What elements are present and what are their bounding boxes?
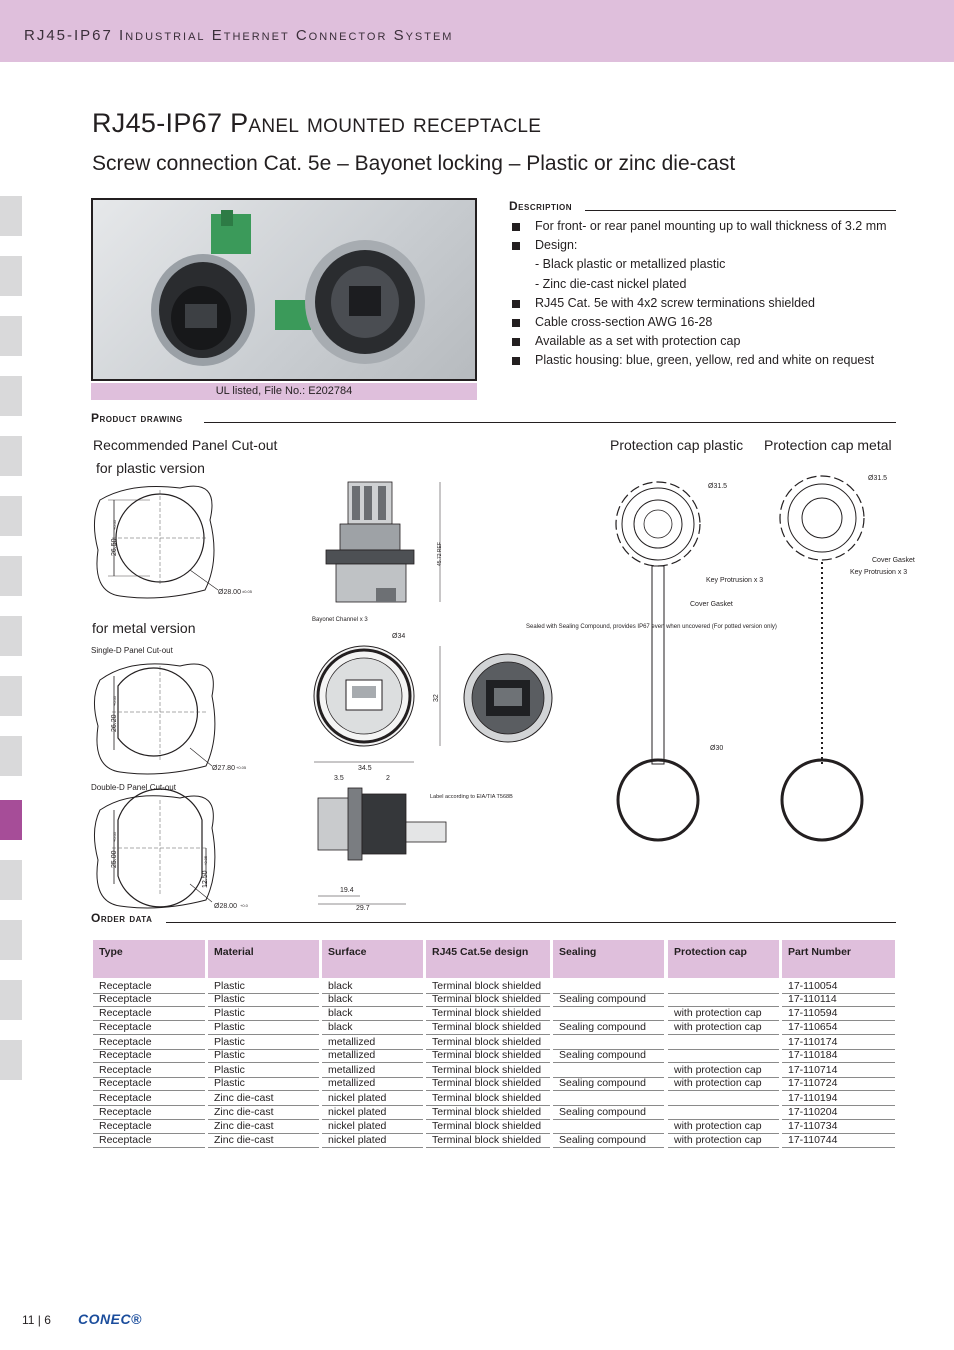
- table-cell: Zinc die-cast: [208, 1134, 319, 1148]
- table-cell: [553, 1036, 664, 1050]
- dim-d3-diameter-tol: +0.0: [240, 903, 248, 908]
- dim-d3-tol: +0.05: [112, 831, 117, 842]
- dim-d2-diameter: Ø27.80: [212, 765, 235, 772]
- column-header-part-number: Part Number: [782, 940, 895, 978]
- table-cell: black: [322, 980, 423, 994]
- dim-h32: 32: [433, 694, 440, 702]
- table-cell: [668, 1036, 779, 1050]
- table-cell: [553, 1120, 664, 1134]
- panel-cutout-drawings: [90, 480, 320, 920]
- table-cell: metallized: [322, 1036, 423, 1050]
- chapter-tab[interactable]: [0, 676, 22, 716]
- page-subtitle: Screw connection Cat. 5e – Bayonet locking – Plastic or zinc die-cast: [92, 152, 736, 175]
- column-header-surface: Surface: [322, 940, 423, 978]
- table-cell: Sealing compound: [553, 1106, 664, 1120]
- dim-d3-width: 12.50: [202, 870, 209, 888]
- description-list: [511, 217, 911, 371]
- table-cell: [553, 1092, 664, 1106]
- table-cell: with protection cap: [668, 1064, 779, 1078]
- table-cell: black: [322, 1007, 423, 1021]
- cover-gasket-label: Cover Gasket: [690, 601, 733, 608]
- description-item: RJ45 Cat. 5e with 4x2 screw terminations shielded: [511, 294, 911, 313]
- connector-sealed-view: [464, 654, 552, 742]
- table-cell: 17-110744: [782, 1134, 895, 1148]
- table-cell: [668, 993, 779, 1007]
- table-cell: 17-110054: [782, 980, 895, 994]
- column-header-protection-cap: Protection cap: [668, 940, 779, 978]
- table-cell: Plastic: [208, 1064, 319, 1078]
- table-cell: Terminal block shielded: [426, 1092, 550, 1106]
- table-cell: Sealing compound: [553, 1049, 664, 1063]
- table-cell: Receptacle: [93, 1049, 205, 1063]
- chapter-tab[interactable]: [0, 860, 22, 900]
- dim-dia34: Ø34: [392, 633, 406, 640]
- table-cell: metallized: [322, 1049, 423, 1063]
- table-cell: 17-110594: [782, 1007, 895, 1021]
- description-item: Design:: [511, 236, 911, 255]
- table-cell: Receptacle: [93, 1106, 205, 1120]
- description-item: Cable cross-section AWG 16-28: [511, 313, 911, 332]
- table-cell: Plastic: [208, 1036, 319, 1050]
- chapter-tab[interactable]: [0, 436, 22, 476]
- table-cell: 17-110714: [782, 1064, 895, 1078]
- product-drawing-rule: [204, 422, 896, 423]
- table-cell: Receptacle: [93, 1134, 205, 1148]
- table-cell: [553, 980, 664, 994]
- table-cell: Terminal block shielded: [426, 1064, 550, 1078]
- chapter-tab[interactable]: [0, 1040, 22, 1080]
- key-protrusion-metal-label: Key Protrusion x 3: [850, 569, 908, 576]
- description-item: Plastic housing: blue, green, yellow, red and white on request: [511, 351, 911, 370]
- dim-d3-width-tol: +0.05: [203, 855, 208, 866]
- table-cell: nickel plated: [322, 1120, 423, 1134]
- chapter-tab[interactable]: [0, 736, 22, 776]
- table-cell: 17-110724: [782, 1077, 895, 1091]
- table-cell: Zinc die-cast: [208, 1106, 319, 1120]
- table-cell: 17-110194: [782, 1092, 895, 1106]
- dim-d2-tol: +0.05: [112, 695, 117, 706]
- table-cell: Terminal block shielded: [426, 1120, 550, 1134]
- column-header-design: RJ45 Cat.5e design: [426, 940, 550, 978]
- chapter-tab-active[interactable]: [0, 800, 22, 840]
- table-cell: Receptacle: [93, 1064, 205, 1078]
- table-cell: [553, 1064, 664, 1078]
- table-cell: Plastic: [208, 1007, 319, 1021]
- table-cell: Sealing compound: [553, 1134, 664, 1148]
- table-cell: black: [322, 1021, 423, 1035]
- chapter-tab[interactable]: [0, 256, 22, 296]
- chapter-tab[interactable]: [0, 556, 22, 596]
- chapter-tab[interactable]: [0, 376, 22, 416]
- dim-d1-diameter: Ø28.00: [218, 589, 241, 596]
- description-subitem: - Zinc die-cast nickel plated: [535, 276, 687, 291]
- table-cell: with protection cap: [668, 1120, 779, 1134]
- table-cell: Receptacle: [93, 1120, 205, 1134]
- table-cell: with protection cap: [668, 1134, 779, 1148]
- dim-d2: 2: [386, 775, 390, 782]
- table-cell: 17-110114: [782, 993, 895, 1007]
- chapter-tab[interactable]: [0, 316, 22, 356]
- table-cell: [668, 1092, 779, 1106]
- order-data-heading: Order data: [91, 911, 153, 925]
- table-cell: metallized: [322, 1064, 423, 1078]
- table-cell: Sealing compound: [553, 993, 664, 1007]
- table-cell: Terminal block shielded: [426, 1021, 550, 1035]
- description-item: For front- or rear panel mounting up to wall thickness of 3.2 mm: [511, 217, 911, 236]
- chapter-tab[interactable]: [0, 920, 22, 960]
- table-cell: Terminal block shielded: [426, 980, 550, 994]
- chapter-tab[interactable]: [0, 196, 22, 236]
- table-cell: Zinc die-cast: [208, 1092, 319, 1106]
- header-title: RJ45-IP67 Industrial Ethernet Connector System: [24, 27, 454, 44]
- table-cell: Terminal block shielded: [426, 1106, 550, 1120]
- cap-metal-dia: Ø31.5: [868, 475, 888, 482]
- conec-logo: CONEC®: [78, 1311, 142, 1327]
- column-header-type: Type: [93, 940, 205, 978]
- table-cell: 17-110184: [782, 1049, 895, 1063]
- dim-d3-height: 25.00: [111, 850, 118, 868]
- table-cell: [668, 1049, 779, 1063]
- dim-d1-tol: +0.05: [112, 519, 117, 530]
- label-note: Label according to EIA/TIA T568B: [430, 794, 513, 800]
- table-cell: Plastic: [208, 1021, 319, 1035]
- dim-d2-diameter-tol: +0.05: [236, 765, 247, 770]
- table-cell: 17-110204: [782, 1106, 895, 1120]
- table-cell: Receptacle: [93, 1077, 205, 1091]
- single-d-label: Single-D Panel Cut-out: [91, 646, 173, 655]
- table-cell: metallized: [322, 1077, 423, 1091]
- table-cell: Receptacle: [93, 1021, 205, 1035]
- description-item: Available as a set with protection cap: [511, 332, 911, 351]
- table-cell: [553, 1007, 664, 1021]
- dim-d2-height: 26.20: [111, 714, 118, 732]
- table-cell: with protection cap: [668, 1021, 779, 1035]
- column-header-material: Material: [208, 940, 319, 978]
- table-cell: Terminal block shielded: [426, 1007, 550, 1021]
- table-cell: [668, 1106, 779, 1120]
- chapter-tab[interactable]: [0, 496, 22, 536]
- table-cell: nickel plated: [322, 1106, 423, 1120]
- table-cell: Receptacle: [93, 1092, 205, 1106]
- connector-side-view: [326, 482, 440, 602]
- key-protrusion-label: Key Protrusion x 3: [706, 577, 764, 584]
- header-bar: [0, 0, 954, 62]
- description-heading: Description: [509, 199, 573, 213]
- description-subitem: - Black plastic or metallized plastic: [535, 257, 726, 272]
- table-cell: 17-110734: [782, 1120, 895, 1134]
- dim-d1-height: 26.50: [111, 538, 118, 556]
- page-title: RJ45-IP67 Panel mounted receptacle: [92, 108, 542, 138]
- column-header-sealing: Sealing: [553, 940, 664, 978]
- table-cell: Receptacle: [93, 980, 205, 994]
- dim-w345: 34.5: [358, 765, 372, 772]
- product-drawing-heading: Product drawing: [91, 411, 183, 425]
- table-cell: Sealing compound: [553, 1077, 664, 1091]
- description-rule: [585, 210, 896, 211]
- table-cell: Plastic: [208, 980, 319, 994]
- protection-cap-drawings: [600, 466, 930, 846]
- cap-ring-dia: Ø30: [710, 745, 724, 752]
- table-cell: Zinc die-cast: [208, 1120, 319, 1134]
- plastic-version-label: for plastic version: [96, 460, 205, 476]
- table-cell: Terminal block shielded: [426, 1134, 550, 1148]
- table-cell: Receptacle: [93, 1007, 205, 1021]
- seal-note: Sealed with Sealing Compound, provides IP67 even when uncovered (For potted version only): [526, 624, 777, 630]
- chapter-tab[interactable]: [0, 616, 22, 656]
- table-cell: Receptacle: [93, 993, 205, 1007]
- table-cell: 17-110174: [782, 1036, 895, 1050]
- table-cell: with protection cap: [668, 1007, 779, 1021]
- table-cell: Sealing compound: [553, 1021, 664, 1035]
- table-cell: 17-110654: [782, 1021, 895, 1035]
- table-cell: Plastic: [208, 1049, 319, 1063]
- table-cell: Terminal block shielded: [426, 1077, 550, 1091]
- connector-photo-illustration: [93, 200, 475, 379]
- protection-cap-metal-drawing: [780, 476, 864, 840]
- cover-gasket-metal-label: Cover Gasket: [872, 557, 915, 564]
- product-photo: [91, 198, 477, 381]
- table-cell: Plastic: [208, 993, 319, 1007]
- dim-d35: 3.5: [334, 775, 344, 782]
- table-cell: [668, 980, 779, 994]
- metal-version-label: for metal version: [92, 620, 196, 636]
- order-data-rule: [166, 922, 896, 923]
- dim-height-side: 45.72 REF: [437, 542, 443, 566]
- protection-cap-plastic-drawing: [616, 482, 700, 840]
- table-cell: Receptacle: [93, 1036, 205, 1050]
- table-cell: black: [322, 993, 423, 1007]
- cutout-title: Recommended Panel Cut-out: [93, 437, 278, 453]
- cap-plastic-dia: Ø31.5: [708, 483, 728, 490]
- dim-d297: 29.7: [356, 905, 370, 912]
- table-cell: nickel plated: [322, 1134, 423, 1148]
- chapter-tab[interactable]: [0, 980, 22, 1020]
- cap-metal-label: Protection cap metal: [764, 437, 892, 453]
- table-cell: Terminal block shielded: [426, 993, 550, 1007]
- table-cell: with protection cap: [668, 1077, 779, 1091]
- double-d-cutout-drawing: [94, 789, 214, 908]
- table-cell: nickel plated: [322, 1092, 423, 1106]
- photo-caption: UL listed, File No.: E202784: [91, 383, 477, 400]
- page-number: 11 | 6: [22, 1313, 51, 1327]
- table-cell: Terminal block shielded: [426, 1049, 550, 1063]
- connector-section-view: [318, 788, 446, 904]
- dim-d194: 19.4: [340, 887, 354, 894]
- dim-d3-diameter: Ø28.00: [214, 903, 237, 910]
- cap-plastic-label: Protection cap plastic: [610, 437, 744, 453]
- table-cell: Terminal block shielded: [426, 1036, 550, 1050]
- double-d-label: Double-D Panel Cut-out: [91, 783, 176, 792]
- connector-front-view: [314, 646, 440, 762]
- table-cell: Plastic: [208, 1077, 319, 1091]
- bayonet-note: Bayonet Channel x 3: [312, 617, 368, 623]
- dim-d1-diameter-tol: ±0.05: [242, 589, 252, 594]
